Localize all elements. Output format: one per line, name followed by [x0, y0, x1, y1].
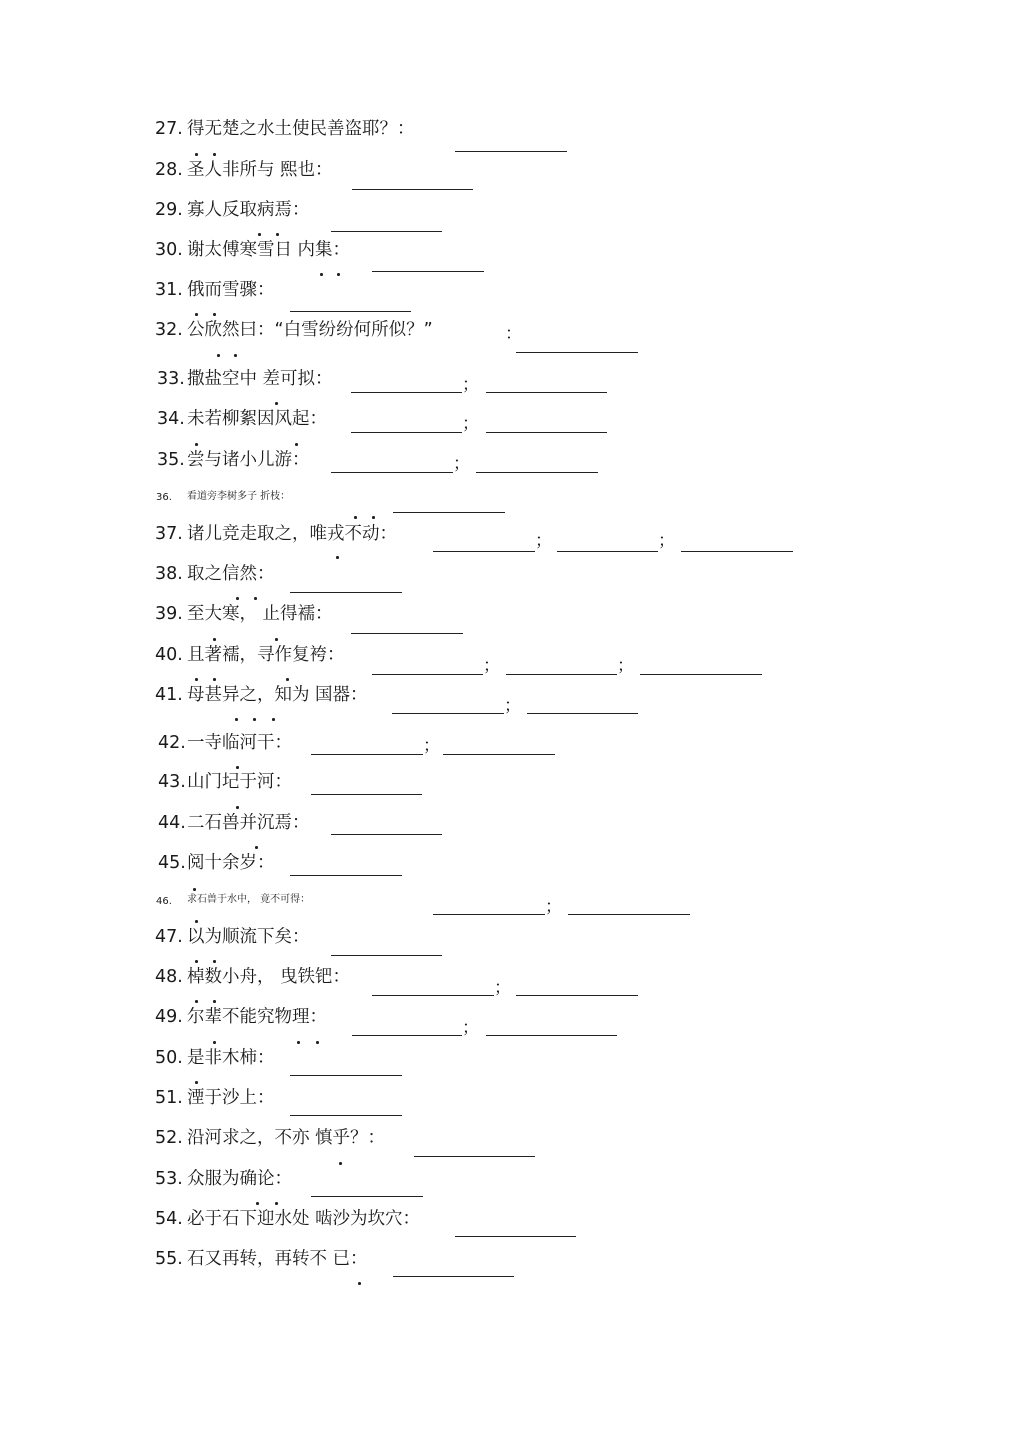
- emphasis-dot: [295, 443, 298, 446]
- semicolon: ；: [535, 531, 552, 551]
- question-text: 且著襦，寻作复袴：: [187, 645, 345, 665]
- answer-blank[interactable]: [392, 713, 504, 714]
- answer-blank[interactable]: [393, 1276, 514, 1277]
- semicolon: ；: [504, 696, 521, 716]
- question-number: 39.: [155, 604, 183, 624]
- emphasis-dot: [336, 556, 339, 559]
- question-number: 36.: [156, 492, 172, 503]
- emphasis-dot: [195, 920, 198, 923]
- question-number: 33.: [157, 369, 185, 389]
- answer-blank[interactable]: [352, 1035, 462, 1036]
- emphasis-dot: [235, 718, 238, 721]
- question-text: 以为顺流下矣：: [187, 927, 310, 947]
- answer-blank[interactable]: [393, 512, 505, 513]
- question-number: 42.: [158, 733, 186, 753]
- answer-blank[interactable]: [516, 995, 638, 996]
- semicolon: ；: [494, 978, 511, 998]
- question-text: 一寺临河干：: [187, 733, 292, 753]
- emphasis-dot: [256, 1202, 259, 1205]
- answer-blank[interactable]: [351, 432, 462, 433]
- semicolon: ；: [462, 375, 479, 395]
- emphasis-dot: [195, 1081, 198, 1084]
- answer-blank[interactable]: [372, 674, 483, 675]
- question-number: 31.: [155, 280, 183, 300]
- emphasis-dot: [236, 766, 239, 769]
- answer-blank[interactable]: [290, 1075, 402, 1076]
- answer-blank[interactable]: [351, 392, 462, 393]
- answer-blank[interactable]: [331, 231, 442, 232]
- question-text: 求石兽于水中， 竟不可得：: [187, 894, 311, 905]
- emphasis-dot: [195, 313, 198, 316]
- question-number: 30.: [155, 240, 183, 260]
- question-text: 得无楚之水土使民善盗耶？：: [187, 119, 415, 139]
- question-text: 必于石下迎水处 啮沙为坎穴：: [187, 1209, 421, 1229]
- question-number: 27.: [155, 119, 183, 139]
- answer-blank[interactable]: [351, 633, 463, 634]
- emphasis-dot: [213, 638, 216, 641]
- answer-blank[interactable]: [486, 432, 607, 433]
- question-text: 至大寒， 止得襦：: [187, 604, 333, 624]
- emphasis-dot: [337, 273, 340, 276]
- answer-blank[interactable]: [506, 674, 617, 675]
- question-number: 49.: [155, 1007, 183, 1027]
- semicolon: ；: [617, 656, 634, 676]
- question-text: 众服为确论：: [187, 1169, 292, 1189]
- emphasis-dot: [286, 678, 289, 681]
- question-number: 46.: [156, 896, 172, 907]
- emphasis-dot: [195, 153, 198, 156]
- answer-blank[interactable]: [433, 551, 535, 552]
- question-text: 尝与诸小儿游：: [187, 450, 310, 470]
- semicolon: ；: [462, 1018, 479, 1038]
- emphasis-dot: [213, 678, 216, 681]
- emphasis-dot: [354, 516, 357, 519]
- colon: ：: [505, 324, 522, 344]
- question-text: 是非木柿：: [187, 1048, 275, 1068]
- question-text: 未若柳絮因风起：: [187, 409, 327, 429]
- question-text: 棹数小舟， 曳铁钯：: [187, 967, 351, 987]
- emphasis-dot: [275, 638, 278, 641]
- semicolon: ；: [423, 736, 440, 756]
- question-number: 48.: [155, 967, 183, 987]
- question-number: 40.: [155, 645, 183, 665]
- question-text: 石又再转，再转不 已：: [187, 1249, 368, 1269]
- answer-blank[interactable]: [290, 875, 402, 876]
- emphasis-dot: [358, 1282, 361, 1285]
- semicolon: ；: [545, 897, 562, 917]
- emphasis-dot: [195, 1000, 198, 1003]
- question-text: 看道旁李树多子 折枝：: [187, 491, 291, 502]
- answer-blank[interactable]: [681, 551, 793, 552]
- question-text: 山门圮于河：: [187, 772, 292, 792]
- emphasis-dot: [213, 153, 216, 156]
- emphasis-dot: [213, 1000, 216, 1003]
- question-text: 诸儿竞走取之，唯戎不动：: [187, 524, 397, 544]
- question-number: 43.: [158, 772, 186, 792]
- emphasis-dot: [258, 233, 261, 236]
- emphasis-dot: [236, 806, 239, 809]
- question-text: 俄而雪骤：: [187, 280, 275, 300]
- emphasis-dot: [255, 846, 258, 849]
- emphasis-dot: [297, 1041, 300, 1044]
- question-number: 34.: [157, 409, 185, 429]
- answer-blank[interactable]: [455, 1236, 576, 1237]
- semicolon: ；: [453, 454, 470, 474]
- answer-blank[interactable]: [486, 392, 607, 393]
- question-text: 沿河求之，不亦 慎乎？：: [187, 1128, 386, 1148]
- question-text: 二石兽并沉焉：: [187, 813, 310, 833]
- question-number: 45.: [158, 853, 186, 873]
- question-number: 50.: [155, 1048, 183, 1068]
- question-text: 取之信然：: [187, 564, 275, 584]
- emphasis-dot: [372, 516, 375, 519]
- answer-blank[interactable]: [443, 754, 555, 755]
- emphasis-dot: [316, 1041, 319, 1044]
- emphasis-dot: [195, 960, 198, 963]
- question-text: 母甚异之，知为 国器：: [187, 685, 368, 705]
- emphasis-dot: [234, 354, 237, 357]
- question-number: 47.: [155, 927, 183, 947]
- answer-blank[interactable]: [414, 1156, 535, 1157]
- answer-blank[interactable]: [527, 713, 638, 714]
- question-text: 谢太傅寒雪日 内集：: [187, 240, 351, 260]
- semicolon: ；: [658, 531, 675, 551]
- question-number: 38.: [155, 564, 183, 584]
- question-text: 尔辈不能究物理：: [187, 1007, 327, 1027]
- answer-blank[interactable]: [311, 794, 422, 795]
- answer-blank[interactable]: [331, 955, 442, 956]
- question-text: 撒盐空中 差可拟：: [187, 369, 333, 389]
- question-number: 37.: [155, 524, 183, 544]
- emphasis-dot: [339, 1162, 342, 1165]
- question-number: 51.: [155, 1088, 183, 1108]
- emphasis-dot: [253, 718, 256, 721]
- semicolon: ；: [462, 414, 479, 434]
- question-number: 32.: [155, 320, 183, 340]
- answer-blank[interactable]: [290, 1115, 402, 1116]
- question-number: 35.: [157, 450, 185, 470]
- semicolon: ；: [483, 656, 500, 676]
- emphasis-dot: [217, 354, 220, 357]
- emphasis-dot: [193, 888, 196, 891]
- emphasis-dot: [275, 402, 278, 405]
- question-number: 55.: [155, 1249, 183, 1269]
- answer-blank[interactable]: [372, 995, 494, 996]
- question-number: 44.: [158, 813, 186, 833]
- question-number: 53.: [155, 1169, 183, 1189]
- emphasis-dot: [275, 1202, 278, 1205]
- answer-blank[interactable]: [640, 674, 762, 675]
- emphasis-dot: [213, 1041, 216, 1044]
- answer-blank[interactable]: [331, 834, 442, 835]
- question-text: 湮于沙上：: [187, 1088, 275, 1108]
- answer-blank[interactable]: [311, 1196, 423, 1197]
- answer-blank[interactable]: [372, 271, 484, 272]
- emphasis-dot: [195, 443, 198, 446]
- answer-blank[interactable]: [290, 592, 402, 593]
- question-text: 公欣然曰：“白雪纷纷何所似？”: [187, 320, 433, 340]
- answer-blank[interactable]: [311, 754, 423, 755]
- question-number: 41.: [155, 685, 183, 705]
- answer-blank[interactable]: [568, 914, 690, 915]
- emphasis-dot: [320, 273, 323, 276]
- emphasis-dot: [254, 597, 257, 600]
- answer-blank[interactable]: [516, 352, 638, 353]
- question-text: 圣人非所与 熙也：: [187, 160, 333, 180]
- answer-blank[interactable]: [557, 551, 658, 552]
- answer-blank[interactable]: [455, 151, 567, 152]
- emphasis-dot: [272, 718, 275, 721]
- question-number: 52.: [155, 1128, 183, 1148]
- emphasis-dot: [195, 678, 198, 681]
- answer-blank[interactable]: [486, 1035, 617, 1036]
- question-text: 寡人反取病焉：: [187, 200, 310, 220]
- emphasis-dot: [213, 313, 216, 316]
- answer-blank[interactable]: [433, 914, 545, 915]
- answer-blank[interactable]: [352, 189, 473, 190]
- answer-blank[interactable]: [331, 472, 453, 473]
- question-number: 54.: [155, 1209, 183, 1229]
- question-text: 阅十余岁：: [187, 853, 275, 873]
- answer-blank[interactable]: [476, 472, 598, 473]
- emphasis-dot: [276, 233, 279, 236]
- question-number: 28.: [155, 160, 183, 180]
- emphasis-dot: [213, 960, 216, 963]
- emphasis-dot: [236, 597, 239, 600]
- question-number: 29.: [155, 200, 183, 220]
- answer-blank[interactable]: [290, 311, 411, 312]
